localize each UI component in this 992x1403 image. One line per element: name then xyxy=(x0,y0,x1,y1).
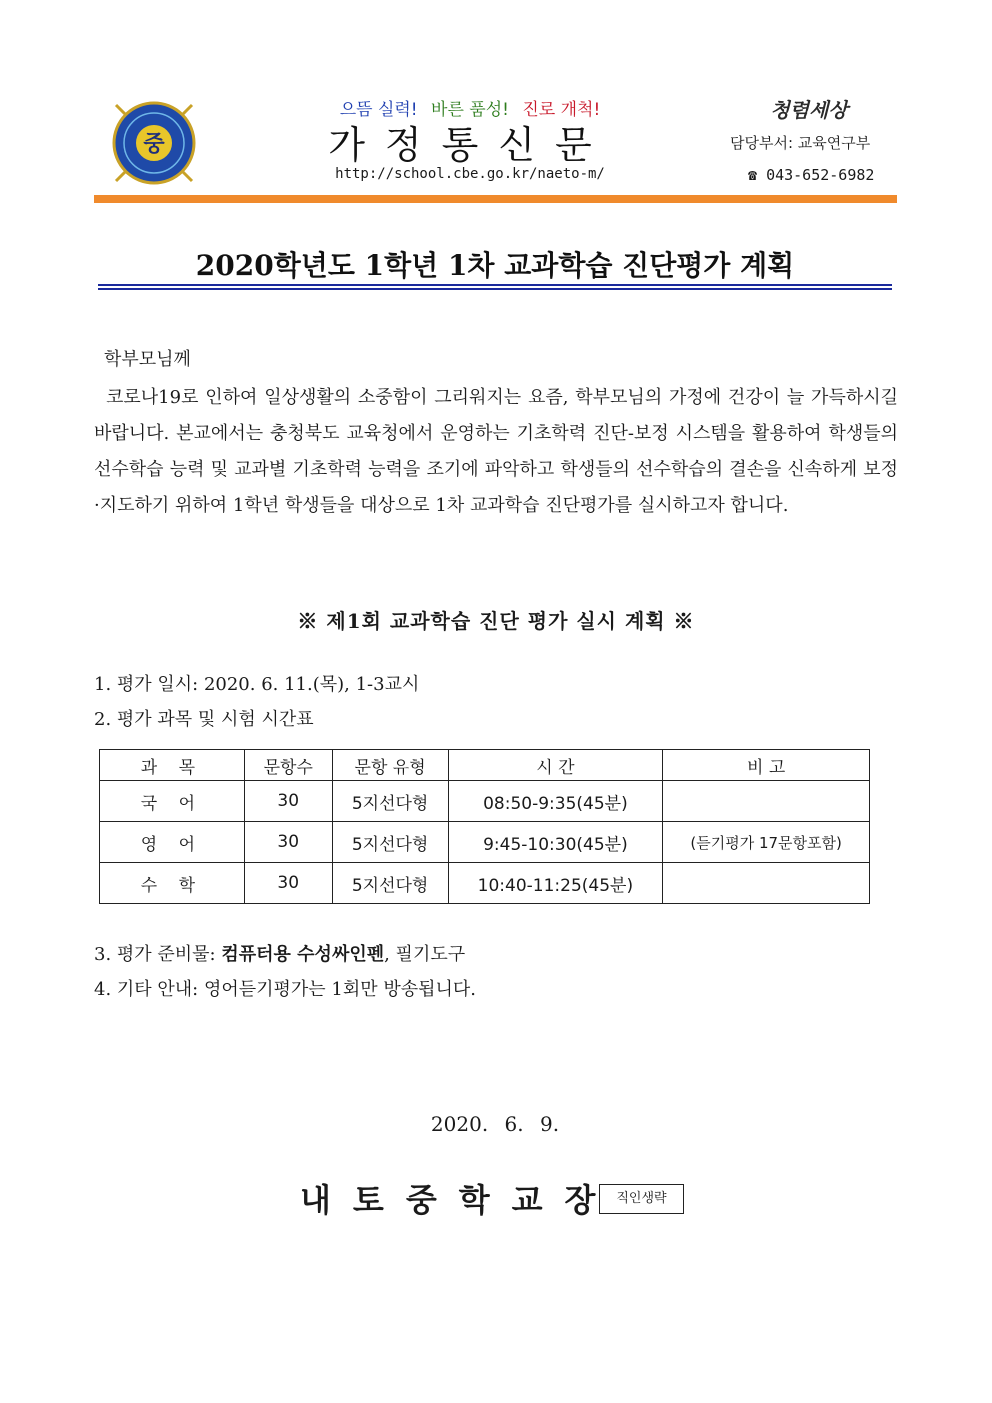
cell-subject: 수 학 xyxy=(100,863,245,904)
phone-icon: ☎ xyxy=(748,166,758,184)
header-subject: 과 목 xyxy=(100,750,245,781)
table-row xyxy=(100,822,870,863)
header-note: 비 고 xyxy=(663,750,870,781)
item-materials xyxy=(94,940,465,966)
cell-time: 10:40-11:25(45분) xyxy=(448,863,663,904)
department-info: 담당부서: 교육연구부 xyxy=(730,134,871,152)
cell-subject: 영 어 xyxy=(100,822,245,863)
phone-info xyxy=(748,166,874,184)
header-question-count: 문항수 xyxy=(244,750,332,781)
seal-omitted-box: 직인생략 xyxy=(599,1184,684,1214)
item-exam-subjects: 2. 평가 과목 및 시험 시간표 xyxy=(94,709,314,730)
cell-count: 30 xyxy=(244,863,332,904)
exam-schedule-table xyxy=(99,749,870,904)
cell-count: 30 xyxy=(244,822,332,863)
table-row xyxy=(100,781,870,822)
cell-type: 5지선다형 xyxy=(332,863,448,904)
clean-world-logo-text: 청렴세상 xyxy=(770,98,848,122)
item-other-info: 4. 기타 안내: 영어듣기평가는 1회만 방송됩니다. xyxy=(94,979,477,1000)
cell-type: 5지선다형 xyxy=(332,822,448,863)
issue-date: 2020. 6. 9. xyxy=(430,1112,560,1136)
cell-note xyxy=(663,863,870,904)
greeting: 학부모님께 xyxy=(104,349,191,370)
cell-type: 5지선다형 xyxy=(332,781,448,822)
school-emblem-logo xyxy=(108,97,200,189)
newsletter-title: 가정통신문 xyxy=(328,123,612,167)
principal-signature: 내토중학교장 xyxy=(300,1181,618,1219)
clean-world-logo xyxy=(744,93,874,125)
cell-count: 30 xyxy=(244,781,332,822)
section-title: ※ 제1회 교과학습 진단 평가 실시 계획 ※ xyxy=(297,609,695,633)
cell-time: 08:50-9:35(45분) xyxy=(448,781,663,822)
slogan-character: 바른 품성! xyxy=(431,100,509,120)
cell-note xyxy=(663,781,870,822)
header-question-type: 문항 유형 xyxy=(332,750,448,781)
header-divider xyxy=(94,195,897,203)
table-row xyxy=(100,863,870,904)
item-materials-bold: 컴퓨터용 수성싸인펜 xyxy=(221,944,385,965)
title-underline-bottom xyxy=(98,288,892,290)
cell-note: (듣기평가 17문항포함) xyxy=(663,822,870,863)
item-exam-date: 1. 평가 일시: 2020. 6. 11.(목), 1-3교시 xyxy=(94,674,420,695)
title-underline-top xyxy=(98,284,892,286)
cell-subject: 국 어 xyxy=(100,781,245,822)
body-paragraph: 코로나19로 인하여 일상생활의 소중함이 그리워지는 요즘, 학부모님의 가정에 건강이 늘 가득하시길 바랍니다. 본교에서는 충청북도 교육청에서 운영하는 기초학력 진단-보정 시스템을 활용하여 학생들의 선수학습 능력 및 교과별 기초학력 능력을 조기에 파악하고 학생들의 선수학습의 결손을 신속하게 보정·지도하기 위하여 1학년 학생들을 대상으로 1차 교과학습 진단평가를 실시하고자 합니다. xyxy=(94,387,898,516)
slogan-career: 진로 개척! xyxy=(522,100,601,120)
table-header-row xyxy=(100,750,870,781)
header-time: 시 간 xyxy=(448,750,663,781)
item-materials-prefix: 3. 평가 준비물: xyxy=(94,944,222,965)
document-title: 2020학년도 1학년 1차 교과학습 진단평가 계획 xyxy=(195,249,795,282)
school-url: http://school.cbe.go.kr/naeto-m/ xyxy=(335,166,605,182)
phone-number: 043-652-6982 xyxy=(766,166,875,184)
school-emblem-text: 중 xyxy=(143,132,165,157)
cell-time: 9:45-10:30(45분) xyxy=(448,822,663,863)
item-materials-suffix: , 필기도구 xyxy=(384,944,466,965)
slogan-excellence: 으뜸 실력! xyxy=(339,100,418,120)
